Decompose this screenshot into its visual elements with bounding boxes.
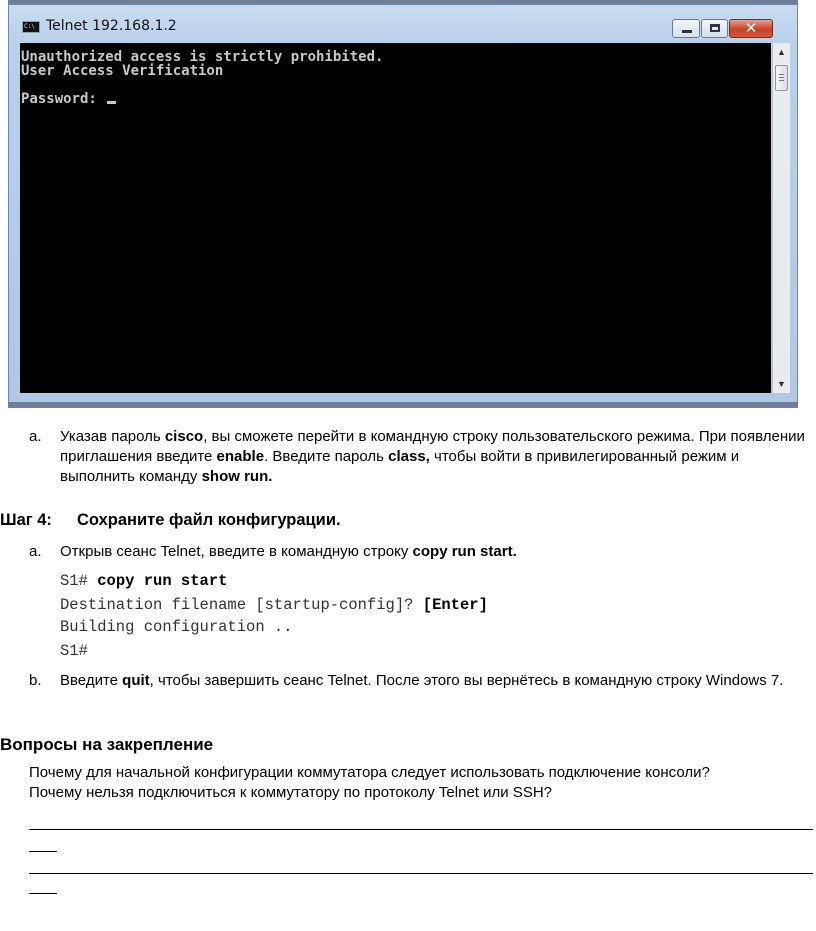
text: чтобы войти в привилегированный режим и выполнить команду — [60, 448, 740, 485]
code-line — [60, 595, 488, 615]
grip-line — [779, 74, 784, 75]
bold-text: class, — [388, 448, 430, 465]
answer-line-tail — [29, 851, 57, 852]
scroll-up-icon[interactable]: ▲ — [777, 47, 786, 57]
close-button[interactable] — [729, 19, 773, 38]
code-text: Destination filename [startup-config]? — [60, 596, 423, 614]
section-title: Вопросы на закрепление — [0, 735, 214, 754]
window-bottom-edge — [8, 402, 798, 408]
grip-line — [779, 77, 784, 78]
step-title: Сохраните файл конфигурации. — [77, 511, 341, 529]
maximize-icon — [710, 24, 720, 32]
list-marker: b. — [29, 672, 42, 689]
instruction-copy-run — [60, 542, 812, 562]
text-cursor — [107, 101, 116, 104]
title-bar[interactable] — [9, 5, 797, 41]
console-line: Unauthorized access is strictly prohibited. — [21, 49, 384, 65]
code-line — [60, 571, 227, 591]
code-prompt: S1# — [60, 572, 98, 590]
answer-line — [29, 873, 813, 874]
scroll-thumb[interactable] — [775, 65, 788, 91]
password-label: Password: — [21, 91, 106, 107]
question-line: Почему для начальной конфигурации коммутатора следует использовать подключение консоли? — [29, 764, 710, 781]
vertical-scrollbar[interactable] — [772, 43, 790, 393]
console-output[interactable] — [20, 43, 771, 393]
maximize-button[interactable] — [701, 19, 728, 38]
bold-text: show run. — [201, 468, 273, 485]
code-line: Building configuration .. — [60, 618, 293, 636]
console-line — [21, 78, 771, 92]
console-line: User Access Verification — [21, 63, 224, 79]
bold-text: quit — [122, 672, 150, 689]
password-prompt — [21, 92, 771, 106]
text: , чтобы завершить сеанс Telnet. После этого вы вернётесь в командную строку Windows 7. — [149, 672, 784, 689]
code-key: [Enter] — [422, 596, 488, 614]
answer-line — [29, 829, 813, 830]
bold-text: cisco — [164, 428, 204, 445]
text: , вы сможете перейти в командную строку пользовательского режима. При появлении приглашения введите — [60, 428, 805, 465]
telnet-window — [8, 4, 798, 407]
close-icon: ✕ — [744, 19, 758, 37]
instruction-quit — [60, 671, 812, 691]
list-marker: a. — [29, 428, 42, 445]
window-title: Telnet 192.168.1.2 — [46, 18, 177, 34]
minimize-button[interactable] — [672, 19, 700, 38]
bold-text: enable — [216, 448, 265, 465]
text: . Введите пароль — [264, 448, 389, 465]
text: Указав пароль — [60, 428, 165, 445]
code-command: copy run start — [97, 572, 228, 590]
list-marker: a. — [29, 543, 42, 560]
question-line: Почему нельзя подключиться к коммутатору по протоколу Telnet или SSH? — [29, 784, 552, 801]
text: Введите — [60, 672, 123, 689]
answer-line-tail — [29, 893, 57, 894]
scroll-down-icon[interactable]: ▼ — [777, 379, 786, 389]
code-line: S1# — [60, 642, 88, 660]
grip-line — [779, 80, 784, 81]
step-number: Шаг 4: — [0, 511, 52, 529]
minimize-icon — [682, 30, 692, 33]
question-text — [29, 763, 815, 803]
instruction-enable — [60, 427, 812, 487]
bold-text: copy run start. — [412, 543, 517, 560]
text: Открыв сеанс Telnet, введите в командную строку — [60, 543, 413, 560]
cmd-icon: C:\ — [22, 21, 40, 33]
